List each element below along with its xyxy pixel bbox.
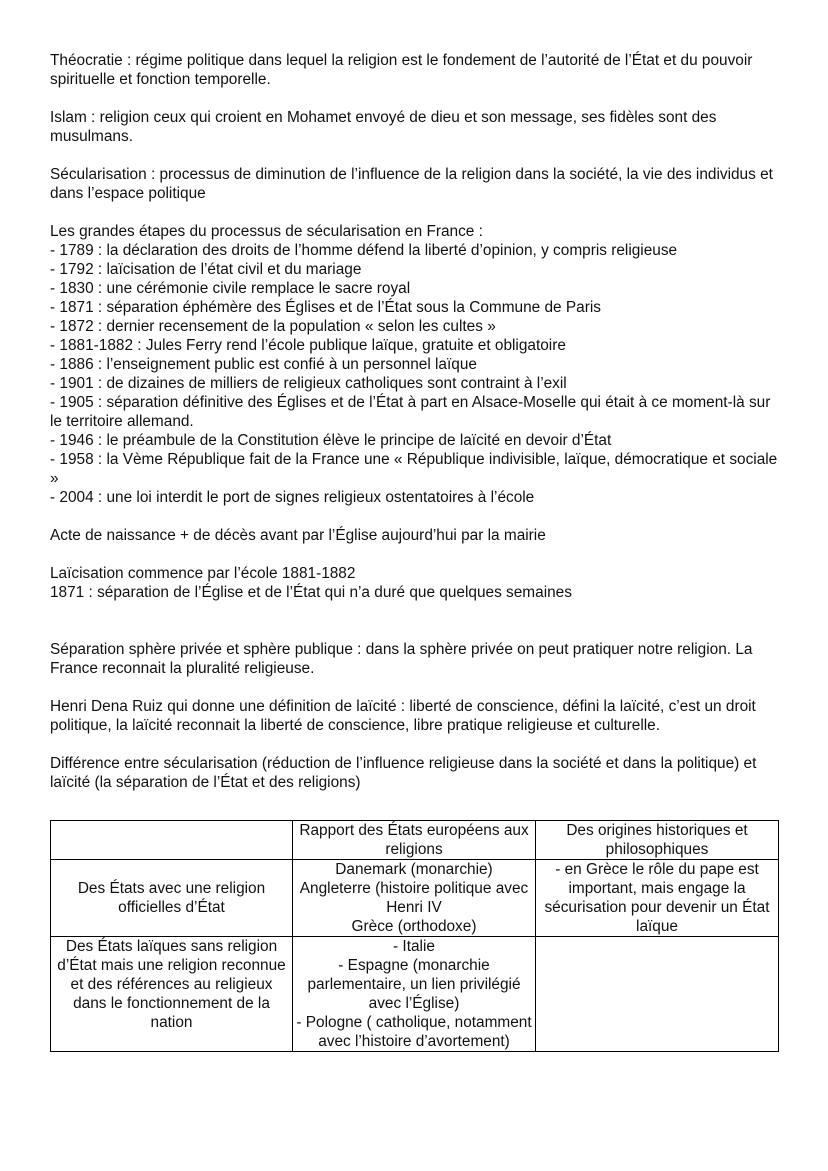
note-ruiz: Henri Dena Ruiz qui donne une définition de laïcité : liberté de conscience, défini la laïcité, c’est un droit politique, la laïcité reconnait la liberté de conscience, libre pratique religieuse et culturelle.: [50, 698, 756, 734]
list-item: - 1830 : une cérémonie civile remplace le sacre royal: [50, 280, 411, 297]
table-header-row: [51, 821, 779, 860]
list-item: - 1792 : laïcisation de l’état civil et du mariage: [50, 261, 362, 278]
list-item: - 1901 : de dizaines de milliers de religieux catholiques sont contraint à l’exil: [50, 375, 567, 392]
table-row: [51, 860, 779, 937]
table-cell-label: Des États laïques sans religion d’État mais une religion reconnue et des références au religieux dans le fonctionnement de la nation: [51, 937, 293, 1052]
note-laicisation-1: Laïcisation commence par l’école 1881-1882: [50, 565, 356, 582]
table-row: [51, 937, 779, 1052]
rapport-line: Angleterre (histoire politique avec Henri IV: [299, 880, 529, 916]
rapport-line: Grèce (orthodoxe): [351, 918, 477, 935]
note-acte: Acte de naissance + de décès avant par l’Église aujourd’hui par la mairie: [50, 527, 546, 544]
list-item: - 1886 : l’enseignement public est confié à un personnel laïque: [50, 356, 477, 373]
list-item: - 1905 : séparation définitive des Églises et de l’État à part en Alsace-Moselle qui était à ce moment-là sur le territoire allemand.: [50, 394, 771, 430]
note-laicisation-2: 1871 : séparation de l’Église et de l’État qui n’a duré que quelques semaines: [50, 584, 572, 601]
rapport-line: - Espagne (monarchie parlementaire, un lien privilégié avec l’Église): [307, 957, 521, 1012]
table-header-origines: Des origines historiques et philosophiques: [536, 821, 779, 860]
comparison-table: [50, 820, 779, 1052]
note-spheres: Séparation sphère privée et sphère publique : dans la sphère privée on peut pratiquer notre religion. La France reconnait la pluralité religieuse.: [50, 641, 753, 677]
rapport-line: Danemark (monarchie): [335, 861, 493, 878]
list-item: - 2004 : une loi interdit le port de signes religieux ostentatoires à l’école: [50, 489, 535, 506]
document-body: [50, 51, 785, 792]
table-header-rapport: Rapport des États européens aux religions: [293, 821, 536, 860]
definition-secularisation: Sécularisation : processus de diminution de l’influence de la religion dans la société, la vie des individus et dans l’espace politique: [50, 166, 773, 202]
list-item: - 1946 : le préambule de la Constitution élève le principe de laïcité en devoir d’État: [50, 432, 612, 449]
table-cell-origines: [536, 937, 779, 1052]
table-cell-rapport: [293, 860, 536, 937]
list-item: - 1881-1882 : Jules Ferry rend l’école publique laïque, gratuite et obligatoire: [50, 337, 566, 354]
list-item: - 1871 : séparation éphémère des Églises et de l’État sous la Commune de Paris: [50, 299, 601, 316]
list-item: - 1872 : dernier recensement de la population « selon les cultes »: [50, 318, 496, 335]
note-difference: Différence entre sécularisation (réduction de l’influence religieuse dans la société et dans la politique) et laïcité (la séparation de l’État et des religions): [50, 755, 757, 791]
rapport-line: - Italie: [393, 938, 435, 955]
rapport-line: - Pologne ( catholique, notamment avec l’histoire d’avortement): [296, 1014, 532, 1050]
etapes-heading: Les grandes étapes du processus de sécularisation en France :: [50, 223, 483, 240]
table-cell-rapport: [293, 937, 536, 1052]
list-item: - 1789 : la déclaration des droits de l’homme défend la liberté d’opinion, y compris religieuse: [50, 242, 678, 259]
table-header-empty: [51, 821, 293, 860]
definition-theocratie: Théocratie : régime politique dans lequel la religion est le fondement de l’autorité de l’État et du pouvoir spirituelle et fonction temporelle.: [50, 52, 753, 88]
table-cell-label: Des États avec une religion officielles d’État: [51, 860, 293, 937]
etapes-list: [50, 241, 785, 507]
definition-islam: Islam : religion ceux qui croient en Mohamet envoyé de dieu et son message, ses fidèles sont des musulmans.: [50, 109, 717, 145]
table-cell-origines: - en Grèce le rôle du pape est important, mais engage la sécurisation pour devenir un État laïque: [536, 860, 779, 937]
list-item: - 1958 : la Vème République fait de la France une « République indivisible, laïque, démocratique et sociale »: [50, 451, 778, 487]
